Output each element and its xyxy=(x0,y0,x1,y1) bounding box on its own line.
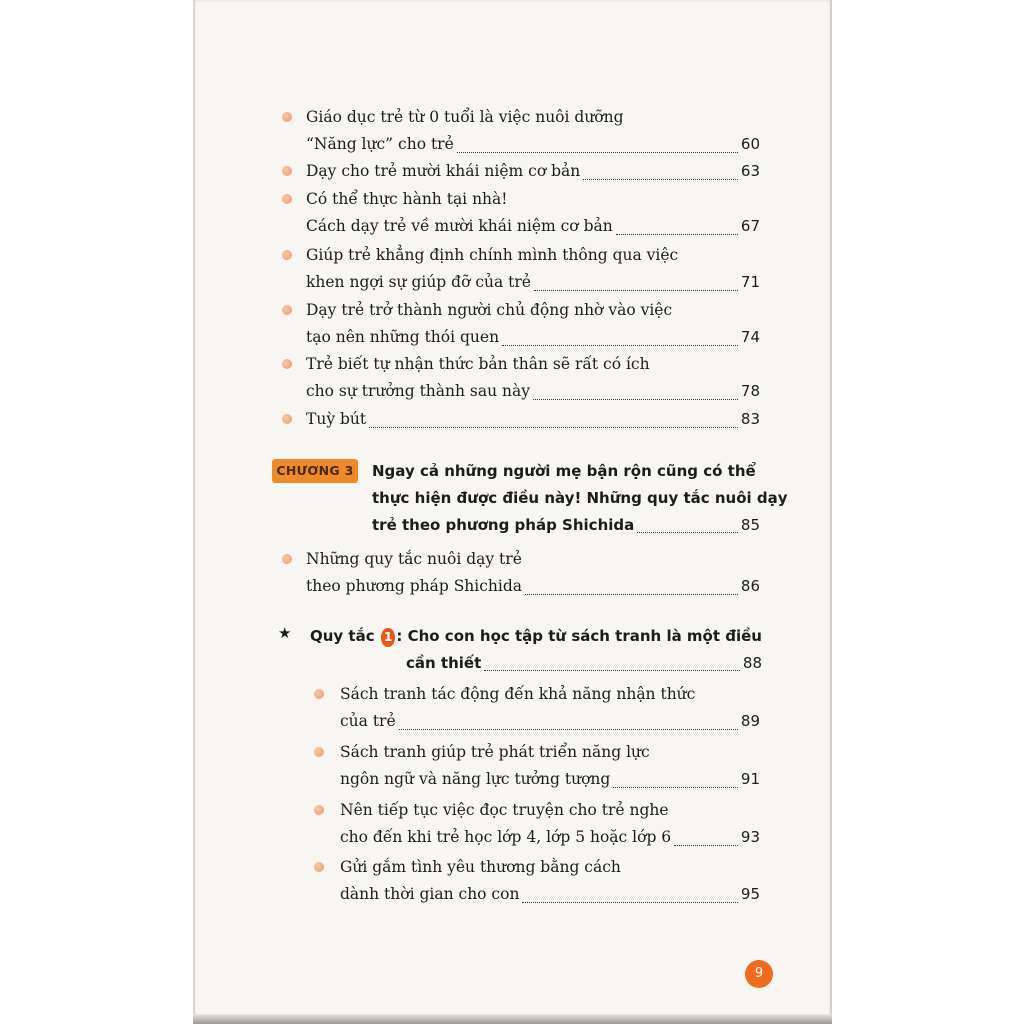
entry-line: cho sự trưởng thành sau này xyxy=(306,382,531,400)
dot-leader xyxy=(502,344,738,346)
page-edge-left xyxy=(193,0,195,1024)
entry-line: Sách tranh giúp trẻ phát triển năng lực xyxy=(340,743,650,761)
page-edge-right xyxy=(830,0,832,1024)
rule-prefix: Quy tắc xyxy=(310,627,375,645)
page-ref: 86 xyxy=(740,577,760,595)
bullet-icon xyxy=(282,305,292,315)
bullet-icon xyxy=(282,194,292,204)
page-ref: 60 xyxy=(740,135,760,153)
entry-line: Nên tiếp tục việc đọc truyện cho trẻ nghe xyxy=(340,801,669,819)
page-ref: 91 xyxy=(740,770,760,788)
page-ref: 89 xyxy=(740,712,760,730)
entry-line: Giáo dục trẻ từ 0 tuổi là việc nuôi dưỡng xyxy=(306,108,624,126)
entry-line: Trẻ biết tự nhận thức bản thân sẽ rất có ích xyxy=(306,355,650,373)
bullet-icon xyxy=(314,805,324,815)
rule-title-line: : Cho con học tập từ sách tranh là một điều xyxy=(396,627,762,645)
dot-leader xyxy=(637,531,738,533)
rule-title xyxy=(310,622,762,676)
page-number-badge: 9 xyxy=(745,960,773,988)
entry-line: Dạy cho trẻ mười khái niệm cơ bản xyxy=(306,162,581,180)
bullet-icon xyxy=(282,166,292,176)
entry-line: Gửi gắm tình yêu thương bằng cách xyxy=(340,858,621,876)
dot-leader xyxy=(534,289,738,291)
entry-line: tạo nên những thói quen xyxy=(306,328,500,346)
dot-leader xyxy=(457,151,738,153)
page-ref: 95 xyxy=(740,885,760,903)
chapter-title-line: trẻ theo phương pháp Shichida xyxy=(372,516,635,534)
entry-line: Dạy trẻ trở thành người chủ động nhờ vào việc xyxy=(306,301,673,319)
entry-line: Những quy tắc nuôi dạy trẻ xyxy=(306,550,522,568)
entry-line: Tuỳ bút xyxy=(306,410,367,428)
entry-line: ngôn ngữ và năng lực tưởng tượng xyxy=(340,770,611,788)
page-ref: 63 xyxy=(740,162,760,180)
entry-line: dành thời gian cho con xyxy=(340,885,520,903)
dot-leader xyxy=(525,593,738,595)
dot-leader xyxy=(484,669,740,671)
bullet-icon xyxy=(282,414,292,424)
page-ref: 71 xyxy=(740,273,760,291)
entry-line: Cách dạy trẻ về mười khái niệm cơ bản xyxy=(306,217,613,235)
bullet-icon xyxy=(282,554,292,564)
page-ref: 93 xyxy=(740,828,760,846)
bullet-icon xyxy=(282,250,292,260)
entry-line: cho đến khi trẻ học lớp 4, lớp 5 hoặc lớp 6 xyxy=(340,828,672,846)
bullet-icon xyxy=(314,862,324,872)
page-ref: 83 xyxy=(740,410,760,428)
bullet-icon xyxy=(314,689,324,699)
entry-line: Sách tranh tác động đến khả năng nhận thức xyxy=(340,685,696,703)
page-ref: 85 xyxy=(740,516,760,534)
dot-leader xyxy=(369,426,738,428)
entry-line: theo phương pháp Shichida xyxy=(306,577,523,595)
chapter-title xyxy=(372,457,788,538)
bullet-icon xyxy=(282,359,292,369)
entry-line: Giúp trẻ khẳng định chính mình thông qua việc xyxy=(306,246,679,264)
rule-number-badge: 1 xyxy=(381,628,396,647)
dot-leader xyxy=(533,398,738,400)
entry-line: khen ngợi sự giúp đỡ của trẻ xyxy=(306,273,531,291)
chapter-badge: CHƯƠNG 3 xyxy=(272,459,358,483)
entry-line: Có thể thực hành tại nhà! xyxy=(306,190,508,208)
dot-leader xyxy=(616,233,738,235)
dot-leader xyxy=(399,728,738,730)
rule-title-line: cần thiết xyxy=(406,654,482,672)
star-icon: ★ xyxy=(278,624,292,642)
page-bottom-shadow xyxy=(193,1014,832,1024)
page-ref: 78 xyxy=(740,382,760,400)
page-ref: 74 xyxy=(740,328,760,346)
dot-leader xyxy=(583,178,738,180)
dot-leader xyxy=(674,844,738,846)
chapter-title-line: thực hiện được điều này! Những quy tắc nuôi dạy xyxy=(372,489,788,507)
dot-leader xyxy=(522,901,737,903)
dot-leader xyxy=(613,786,738,788)
bullet-icon xyxy=(314,747,324,757)
page-ref: 67 xyxy=(740,217,760,235)
bullet-icon xyxy=(282,112,292,122)
entry-line: “Năng lực” cho trẻ xyxy=(306,135,454,153)
chapter-title-line: Ngay cả những người mẹ bận rộn cũng có thể xyxy=(372,462,756,480)
page-ref: 88 xyxy=(742,654,762,672)
entry-line: của trẻ xyxy=(340,712,396,730)
